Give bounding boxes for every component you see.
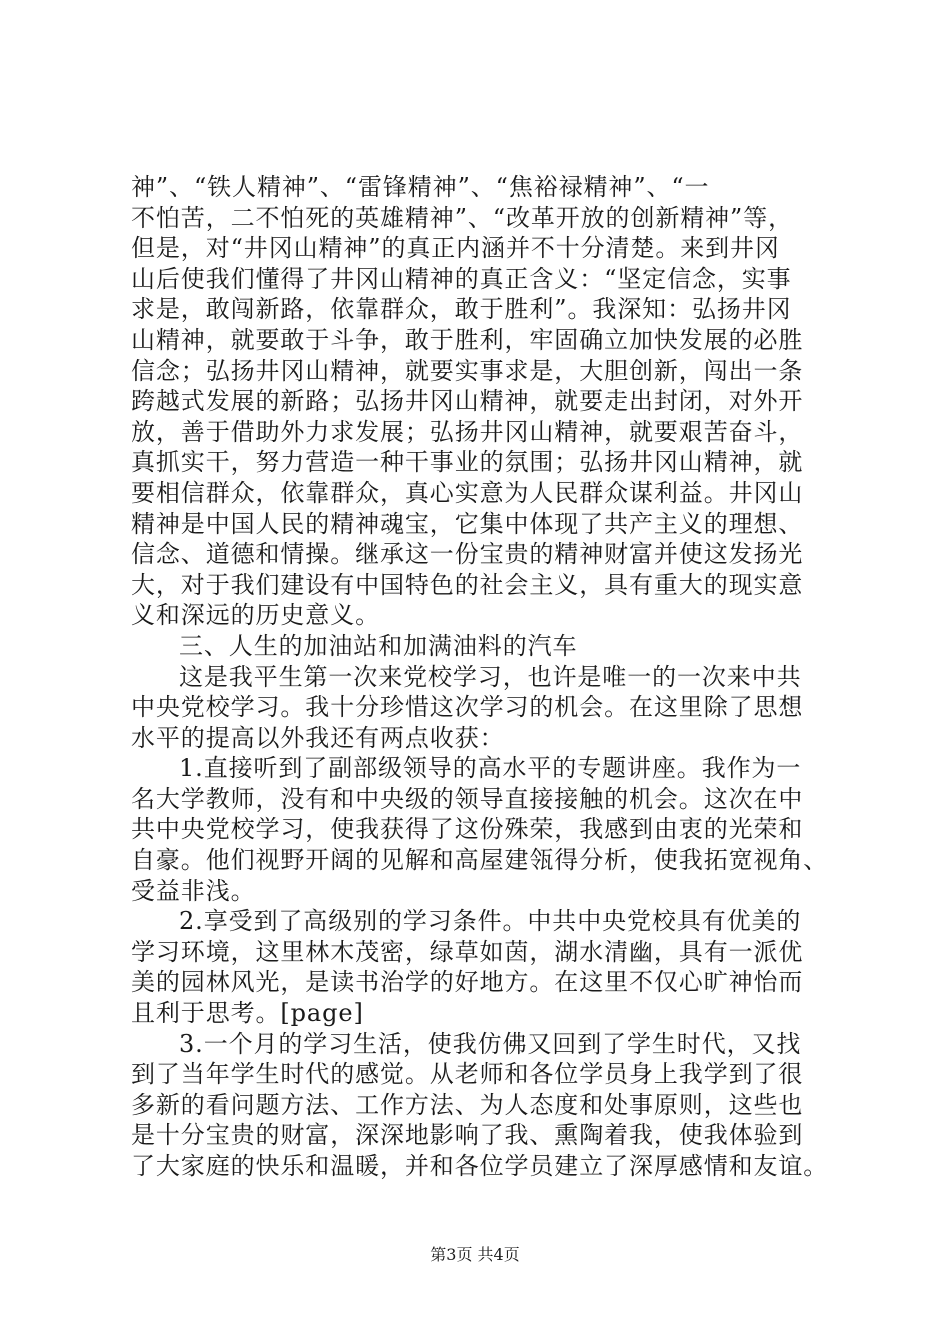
text-line: 真抓实干，努力营造一种干事业的氛围；弘扬井冈山精神，就: [131, 448, 804, 477]
text-line: 义和深远的历史意义。: [131, 601, 380, 630]
text-line: 山后使我们懂得了井冈山精神的真正含义：“坚定信念，实事: [131, 264, 792, 293]
text-line: 求是，敢闯新路，依靠群众，敢于胜利”。我深知：弘扬井冈: [131, 295, 792, 324]
text-line: 到了当年学生时代的感觉。从老师和各位学员身上我学到了很: [131, 1060, 804, 1089]
page-footer: 第3页 共4页: [430, 1245, 520, 1264]
text-line: 2.享受到了高级别的学习条件。中共中央党校具有优美的: [179, 907, 802, 936]
text-line: 这是我平生第一次来党校学习，也许是唯一的一次来中共: [179, 662, 802, 691]
text-line: 1.直接听到了副部级领导的高水平的专题讲座。我作为一: [179, 754, 802, 783]
text-line: 大，对于我们建设有中国特色的社会主义，具有重大的现实意: [131, 570, 804, 599]
text-line: 但是，对“井冈山精神”的真正内涵并不十分清楚。来到井冈: [131, 234, 780, 263]
text-line: 了大家庭的快乐和温暖，并和各位学员建立了深厚感情和友谊。: [131, 1152, 829, 1180]
text-line: 精神是中国人民的精神魂宝，它集中体现了共产主义的理想、: [131, 509, 804, 538]
document-body: [131, 172, 831, 1182]
text-line: 跨越式发展的新路；弘扬井冈山精神，就要走出封闭，对外开: [131, 387, 804, 416]
text-line: 山精神，就要敢于斗争，敢于胜利，牢固确立加快发展的必胜: [131, 325, 804, 354]
text-line: 信念、道德和情操。继承这一份宝贵的精神财富并使这发扬光: [131, 540, 804, 569]
text-line: 共中央党校学习，使我获得了这份殊荣，我感到由衷的光荣和: [131, 815, 804, 844]
text-line: 神”、“铁人精神”、“雷锋精神”、“焦裕禄精神”、“一: [131, 173, 710, 201]
text-line: 不怕苦，二不怕死的英雄精神”、“改革开放的创新精神”等，: [131, 203, 794, 232]
text-line: 3.一个月的学习生活，使我仿佛又回到了学生时代，又找: [179, 1029, 802, 1058]
text-line: 名大学教师，没有和中央级的领导直接接触的机会。这次在中: [131, 784, 804, 813]
text-line: 受益非浅。: [131, 876, 256, 905]
text-line: 放，善于借助外力求发展；弘扬井冈山精神，就要艰苦奋斗，: [131, 417, 804, 446]
text-line: 自豪。他们视野开阔的见解和高屋建瓴得分析，使我拓宽视角、: [131, 846, 829, 875]
text-line: 信念；弘扬井冈山精神，就要实事求是，大胆创新，闯出一条: [131, 356, 804, 385]
text-line: 是十分宝贵的财富，深深地影响了我、熏陶着我，使我体验到: [131, 1121, 804, 1150]
text-line: 多新的看问题方法、工作方法、为人态度和处事原则，这些也: [131, 1090, 804, 1119]
text-line: 学习环境，这里林木茂密，绿草如茵，湖水清幽，具有一派优: [131, 937, 804, 966]
text-line: 水平的提高以外我还有两点收获：: [131, 723, 505, 752]
text-line: 美的园林风光，是读书治学的好地方。在这里不仅心旷神怡而: [131, 968, 804, 997]
text-line: 三、人生的加油站和加满油料的汽车: [179, 631, 578, 660]
text-line: 要相信群众，依靠群众，真心实意为人民群众谋利益。井冈山: [131, 478, 804, 507]
text-line: 且利于思考。[page]: [131, 999, 364, 1028]
text-line: 中央党校学习。我十分珍惜这次学习的机会。在这里除了思想: [131, 693, 804, 722]
